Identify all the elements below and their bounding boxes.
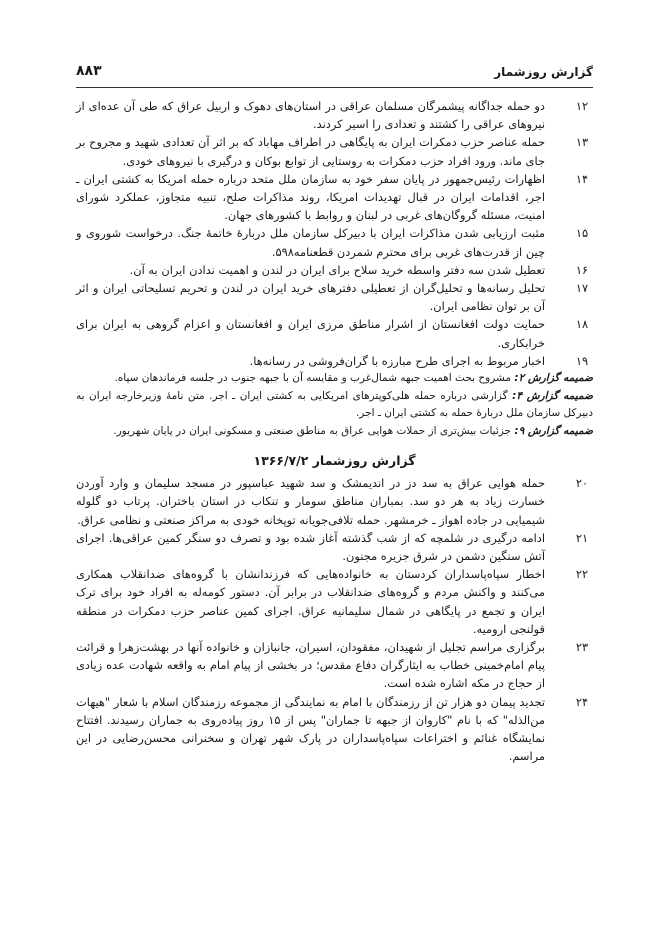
annex-text: جزئیات بیش‌تری از حملات هوایی عراق به مناطق صنعتی و مسکونی ایران در پایان شهریور. [113,424,512,437]
item-number: ۱۶ [575,262,589,277]
item-text: مثبت ارزیابی شدن مذاکرات ایران با دبیرکل سازمان ملل دربارهٔ خاتمهٔ جنگ. درخواست شوروی و چین از قدرت‌های غربی برای محترم شمردن قطعنامه۵۹۸. [76,226,545,259]
annex-label: ضمیمه گزارش ۹: [514,424,593,437]
item-text: اخطار سپاه‌پاسداران کردستان به خانواده‌هایی که فرزندانشان با گروه‌های ضدانقلاب همکاری می‌کنند و واکنش مردم و گروه‌های ضدانقلاب در برابر آن. دستور کومه‌له به افراد خود برای ترک ایران و تجمع در پایگاهی در شمال سلیمانیه عراق. اجرای کمین عناصر حزب دمکرات در منطقه قولنجی ارومیه. [76,567,545,636]
list-item [76,133,593,169]
list-item [76,529,593,565]
item-text: تجدید پیمان دو هزار تن از رزمندگان با امام به نمایندگی از مجموعه رزمندگان اسلام با شعار "هیهات من‌الذله" که با نام "کاروان از جبهه تا جماران" پس از ۱۵ روز پیاده‌روی به جماران رسیدند. افتتاح نمایشگاه غنائم و اختراعات سپاه‌پاسداران در پارک شهر تهران و سخنرانی محسن‌رضایی در این مراسم. [76,694,545,764]
list-item [76,170,593,225]
annex-text: مشروح بحث اهمیت جبهه شمال‌غرب و مقایسه آن با جبهه جنوب در جلسه فرماندهان سپاه. [114,372,512,385]
list-item [76,565,593,638]
item-number: ۱۸ [575,317,589,332]
header-rule [76,87,593,88]
item-text: تحلیل رسانه‌ها و تحلیل‌گران از تعطیلی دفترهای خرید ایران در لندن و تحریم تسلیحاتی ایران و اثر آن بر توان نظامی ایران. [76,281,545,314]
item-number: ۱۲ [575,99,589,113]
item-text: حمله عناصر حزب دمکرات ایران به پایگاهی در اطراف مهاباد که بر اثر آن تعدادی شهید و مجروح بر جای ماند. ورود افراد حزب دمکرات به روستایی از توابع بوکان و درگیری با نیروهای خودی. [76,135,545,168]
item-number: ۱۴ [575,171,589,186]
item-number: ۱۵ [575,226,589,241]
list-item [76,638,593,693]
item-number: ۱۹ [575,353,589,368]
annex-note [76,423,593,441]
section-title: گزارش روزشمار ۱۳۶۶/۷/۲ [253,453,416,469]
item-text: برگزاری مراسم تجلیل از شهیدان، مفقودان، اسیران، جانبازان و خانواده آنها در بهشت‌زهرا و قرائت پیام امام‌خمینی خطاب به ایثارگران دفاع مقدس؛ در بخشی از پیام امام به واقعه شهادت عده زیادی از حجاج در مکه اشاره شده است. [76,640,545,691]
item-text: دو حمله جداگانه پیشمرگان مسلمان عراقی در استان‌های دهوک و اربیل عراق که طی آن عده‌ای از نیروهای عراقی را کشتند و تعدادی را اسیر کردند. [76,99,545,132]
list-item [76,474,593,529]
item-number: ۲۰ [575,476,589,491]
annex-label: ضمیمه گزارش ۲: [514,372,593,385]
list-item [76,352,593,370]
item-number: ۱۳ [575,135,589,150]
page-number: ۸۸۳ [76,63,102,79]
list-item [76,279,593,315]
item-text: ادامه درگیری در شلمچه که از شب گذشته آغاز شده بود و تصرف دو سنگر کمین عراقی‌ها. اجرای آتش سنگین دشمن در شرق جزیره مجنون. [76,530,545,564]
list-item [76,97,593,133]
item-number: ۲۱ [575,530,589,545]
list-item [76,261,593,279]
list-item [76,224,593,260]
annex-note [76,388,593,423]
item-text: حمایت دولت افغانستان از اشرار مناطق مرزی ایران و افغانستان و اعزام گروهی به ایران برای خرابکاری. [76,317,545,350]
page-header [76,63,593,85]
item-number: ۲۴ [575,694,589,709]
item-text: اظهارات رئیس‌جمهور در پایان سفر خود به سازمان ملل متحد درباره حمله امریکا به کشتی ایران ـ اجر، اقدامات ایران در قبال تهدیدات امریکا، روند مذاکرات صلح، تنبیه متجاوز، عملکرد شورای امنیت، مسئله گروگان‌های غربی در لبنان و روابط با کشورهای جهان. [76,171,545,223]
annex-note [76,370,593,388]
item-number: ۲۳ [575,640,589,655]
annex-label: ضمیمه گزارش ۴: [512,389,594,402]
item-text: اخبار مربوط به اجرای طرح مبارزه با گران‌فروشی در رسانه‌ها. [249,353,545,368]
item-number: ۱۷ [575,281,589,296]
list-item [76,315,593,351]
item-text: تعطیل شدن سه دفتر واسطه خرید سلاح برای ایران در لندن و اهمیت ندادن ایران به آن. [129,262,545,277]
item-text: حمله هوایی عراق به سد دز در اندیمشک و سد شهید عباسپور در مسجد سلیمان و وارد آوردن خسارت زیاد به هر دو سد. بمباران مناطق سومار و تنکاب در استان باختران. پرتاب دو گلوله شیمیایی در جاده اهواز ـ خرمشهر. حمله تلافی‌جویانه توپخانه خودی به مراکز صنعتی و نظامی عراق. [76,476,545,527]
item-number: ۲۲ [575,567,589,582]
annex-text: گزارشی درباره حمله هلی‌کوپترهای امریکایی به کشتی ایران ـ اجر. متن نامهٔ وزیرخارجه ایران به دبیرکل سازمان ملل دربارهٔ حمله به کشتی ایران ـ اجر. [76,389,593,420]
running-title: گزارش روزشمار [494,65,593,79]
list-item [76,693,593,766]
page-content [76,97,593,766]
